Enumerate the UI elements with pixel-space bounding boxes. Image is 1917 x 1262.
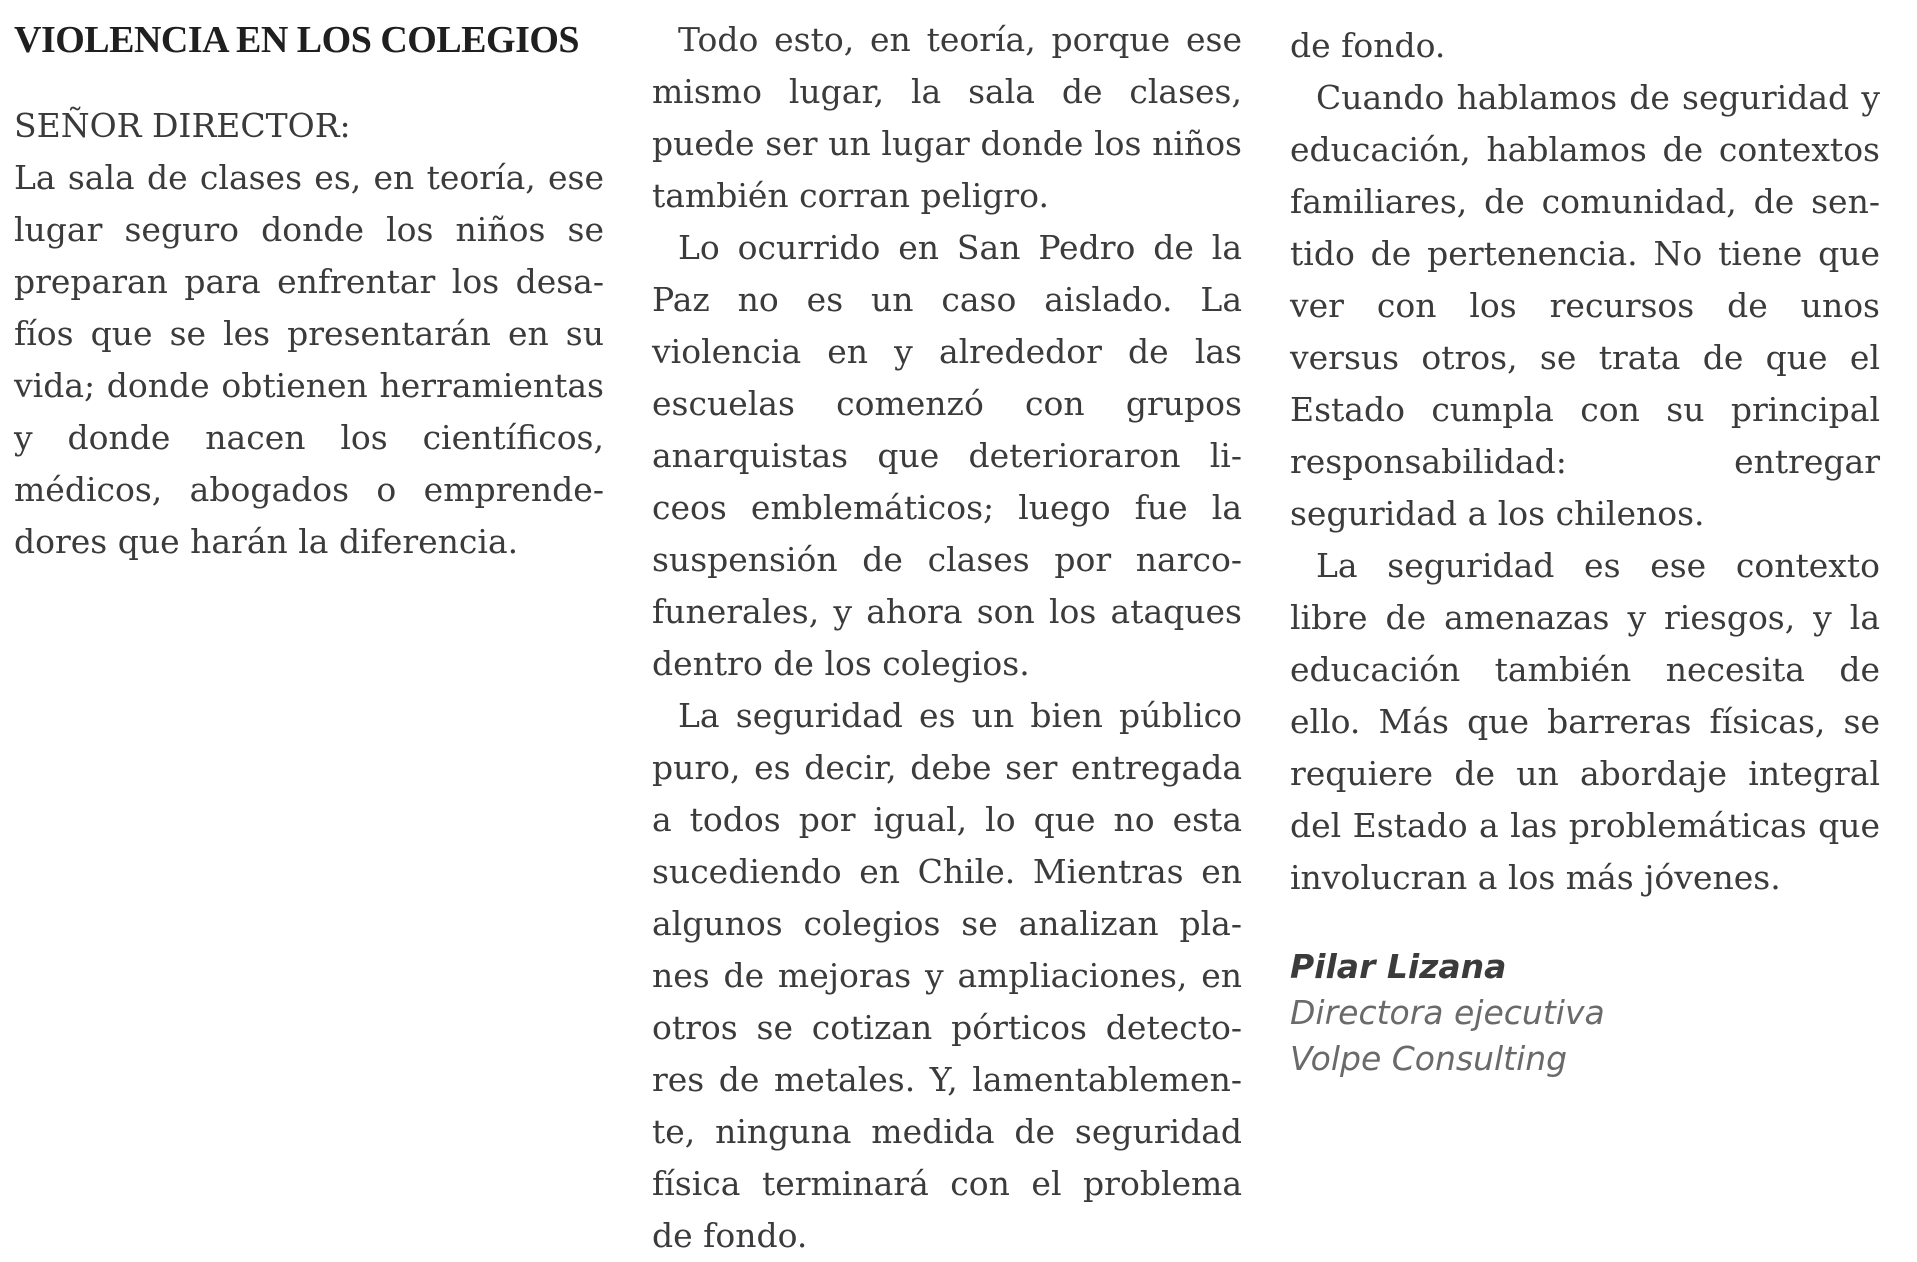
paragraph-4-continued: de fondo. bbox=[1290, 26, 1446, 65]
paragraph-1: La sala de clases es, en teoría, ese lugar seguro donde los niños se preparan para enfrentar los desafíos que se les presentarán en su vida; donde obtienen herramientas y donde nacen los científicos, médicos, abogados o emprendedores que harán la diferencia. bbox=[14, 158, 604, 561]
letter-headline: VIOLENCIA EN LOS COLEGIOS bbox=[14, 19, 580, 61]
signature-block bbox=[1290, 944, 1880, 1082]
author-title: Directora ejecutiva bbox=[1290, 993, 1605, 1032]
column-3 bbox=[1290, 20, 1880, 1082]
column-2 bbox=[652, 14, 1242, 1255]
paragraph-2: Todo esto, en teoría, porque ese mismo lugar, la sala de clases, puede ser un lugar donde los niños también corran peligro. bbox=[652, 20, 1242, 215]
paragraph-3: Lo ocurrido en San Pedro de la Paz no es un caso aislado. La violencia en y alrededor de las escuelas comenzó con grupos anarquistas que deterioraron liceos emblemáticos; luego fue la suspensión de clases por narcofunerales, y ahora son los ataques dentro de los colegios. bbox=[652, 228, 1242, 683]
author-name: Pilar Lizana bbox=[1290, 947, 1507, 986]
paragraph-6: La seguridad es ese contexto libre de amenazas y riesgos, y la educación también necesita de ello. Más que barreras físicas, se requiere de un abordaje integral del Estado a las problemáticas que involucran a los más jóvenes. bbox=[1290, 546, 1880, 897]
salutation: SEÑOR DIRECTOR: bbox=[14, 106, 351, 145]
paragraph-4: La seguridad es un bien público puro, es decir, debe ser entregada a todos por igual, lo que no esta sucediendo en Chile. Mientras en algunos colegios se analizan planes de mejoras y ampliaciones, en otros se cotizan pórticos detectores de metales. Y, lamentablemente, ninguna medida de seguridad física terminará con el problema de fondo. bbox=[652, 696, 1242, 1255]
column-1 bbox=[14, 14, 604, 568]
paragraph-5: Cuando hablamos de seguridad y educación, hablamos de contextos familiares, de comunidad, de sentido de pertenencia. No tiene que ver con los recursos de unos versus otros, se trata de que el Estado cumpla con su principal responsabilidad: entregar seguridad a los chilenos. bbox=[1290, 78, 1880, 533]
author-organization: Volpe Consulting bbox=[1290, 1039, 1568, 1078]
